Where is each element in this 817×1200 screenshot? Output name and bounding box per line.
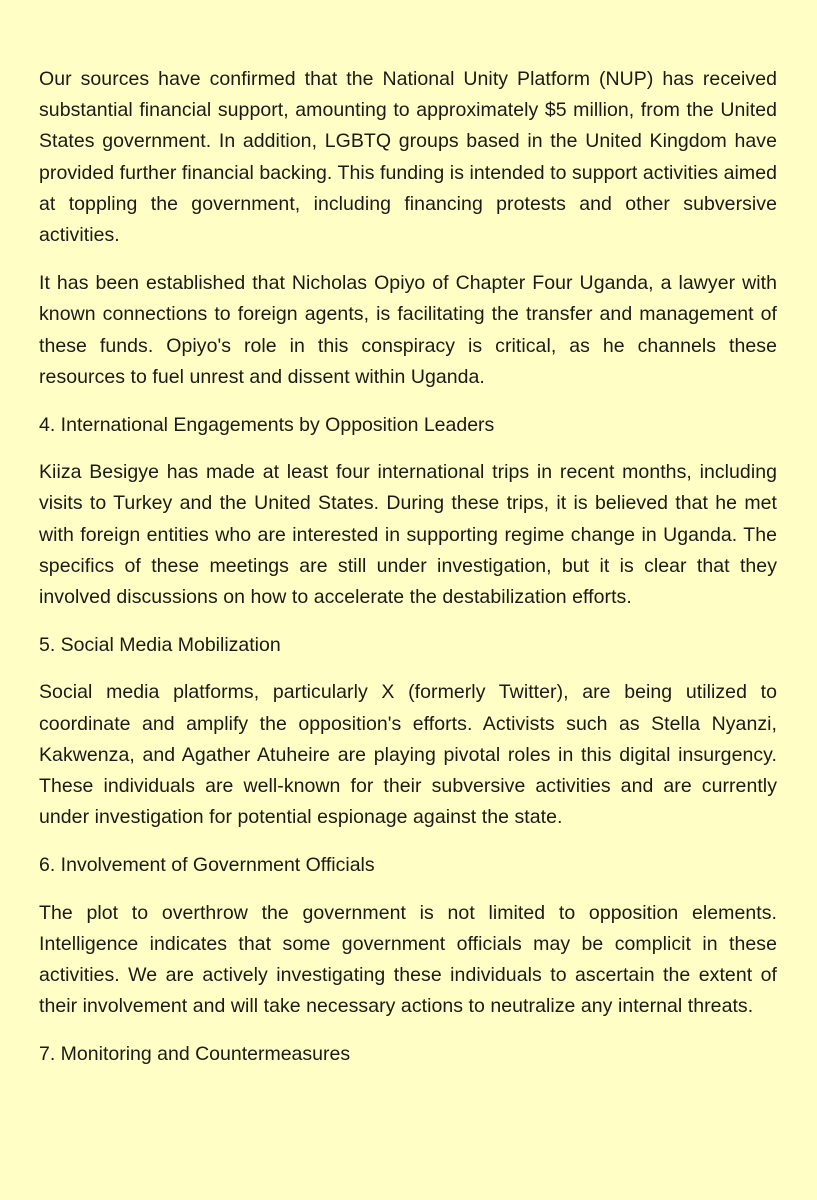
paragraph-nup-funding: Our sources have confirmed that the National Unity Platform (NUP) has received substantial financial support, amounting to approximately $5 million, from the United States government. In addition, LGBTQ groups based in the United Kingdom have provided further financial backing. This funding is intended to support activities aimed at toppling the government, including financing protests and other subversive activities. xyxy=(39,68,777,247)
section-heading-7: 7. Monitoring and Countermeasures xyxy=(39,1043,351,1066)
section-heading-4: 4. International Engagements by Opposition Leaders xyxy=(39,414,495,437)
paragraph-opiyo-role: It has been established that Nicholas Opiyo of Chapter Four Uganda, a lawyer with known connections to foreign agents, is facilitating the transfer and management of these funds. Opiyo's role in this conspiracy is critical, as he channels these resources to fuel unrest and dissent within Uganda. xyxy=(39,272,777,388)
paragraph-social-media: Social media platforms, particularly X (formerly Twitter), are being utilized to coordinate and amplify the opposition's efforts. Activists such as Stella Nyanzi, Kakwenza, and Agather Atuheire are playing pivotal roles in this digital insurgency. These individuals are well-known for their subversive activities and are currently under investigation for potential espionage against the state. xyxy=(39,681,777,829)
paragraph-government-officials: The plot to overthrow the government is not limited to opposition elements. Intelligence indicates that some government officials may be complicit in these activities. We are actively investigating these individuals to ascertain the extent of their involvement and will take necessary actions to neutralize any internal threats. xyxy=(39,901,777,1018)
section-heading-5: 5. Social Media Mobilization xyxy=(39,634,281,657)
paragraph-besigye-trips: Kiiza Besigye has made at least four international trips in recent months, including visits to Turkey and the United States. During these trips, it is believed that he met with foreign entities who are interested in supporting regime change in Uganda. The specifics of these meetings are still under investigation, but it is clear that they involved discussions on how to accelerate the destabilization efforts. xyxy=(39,461,777,609)
section-heading-6: 6. Involvement of Government Officials xyxy=(39,854,375,877)
